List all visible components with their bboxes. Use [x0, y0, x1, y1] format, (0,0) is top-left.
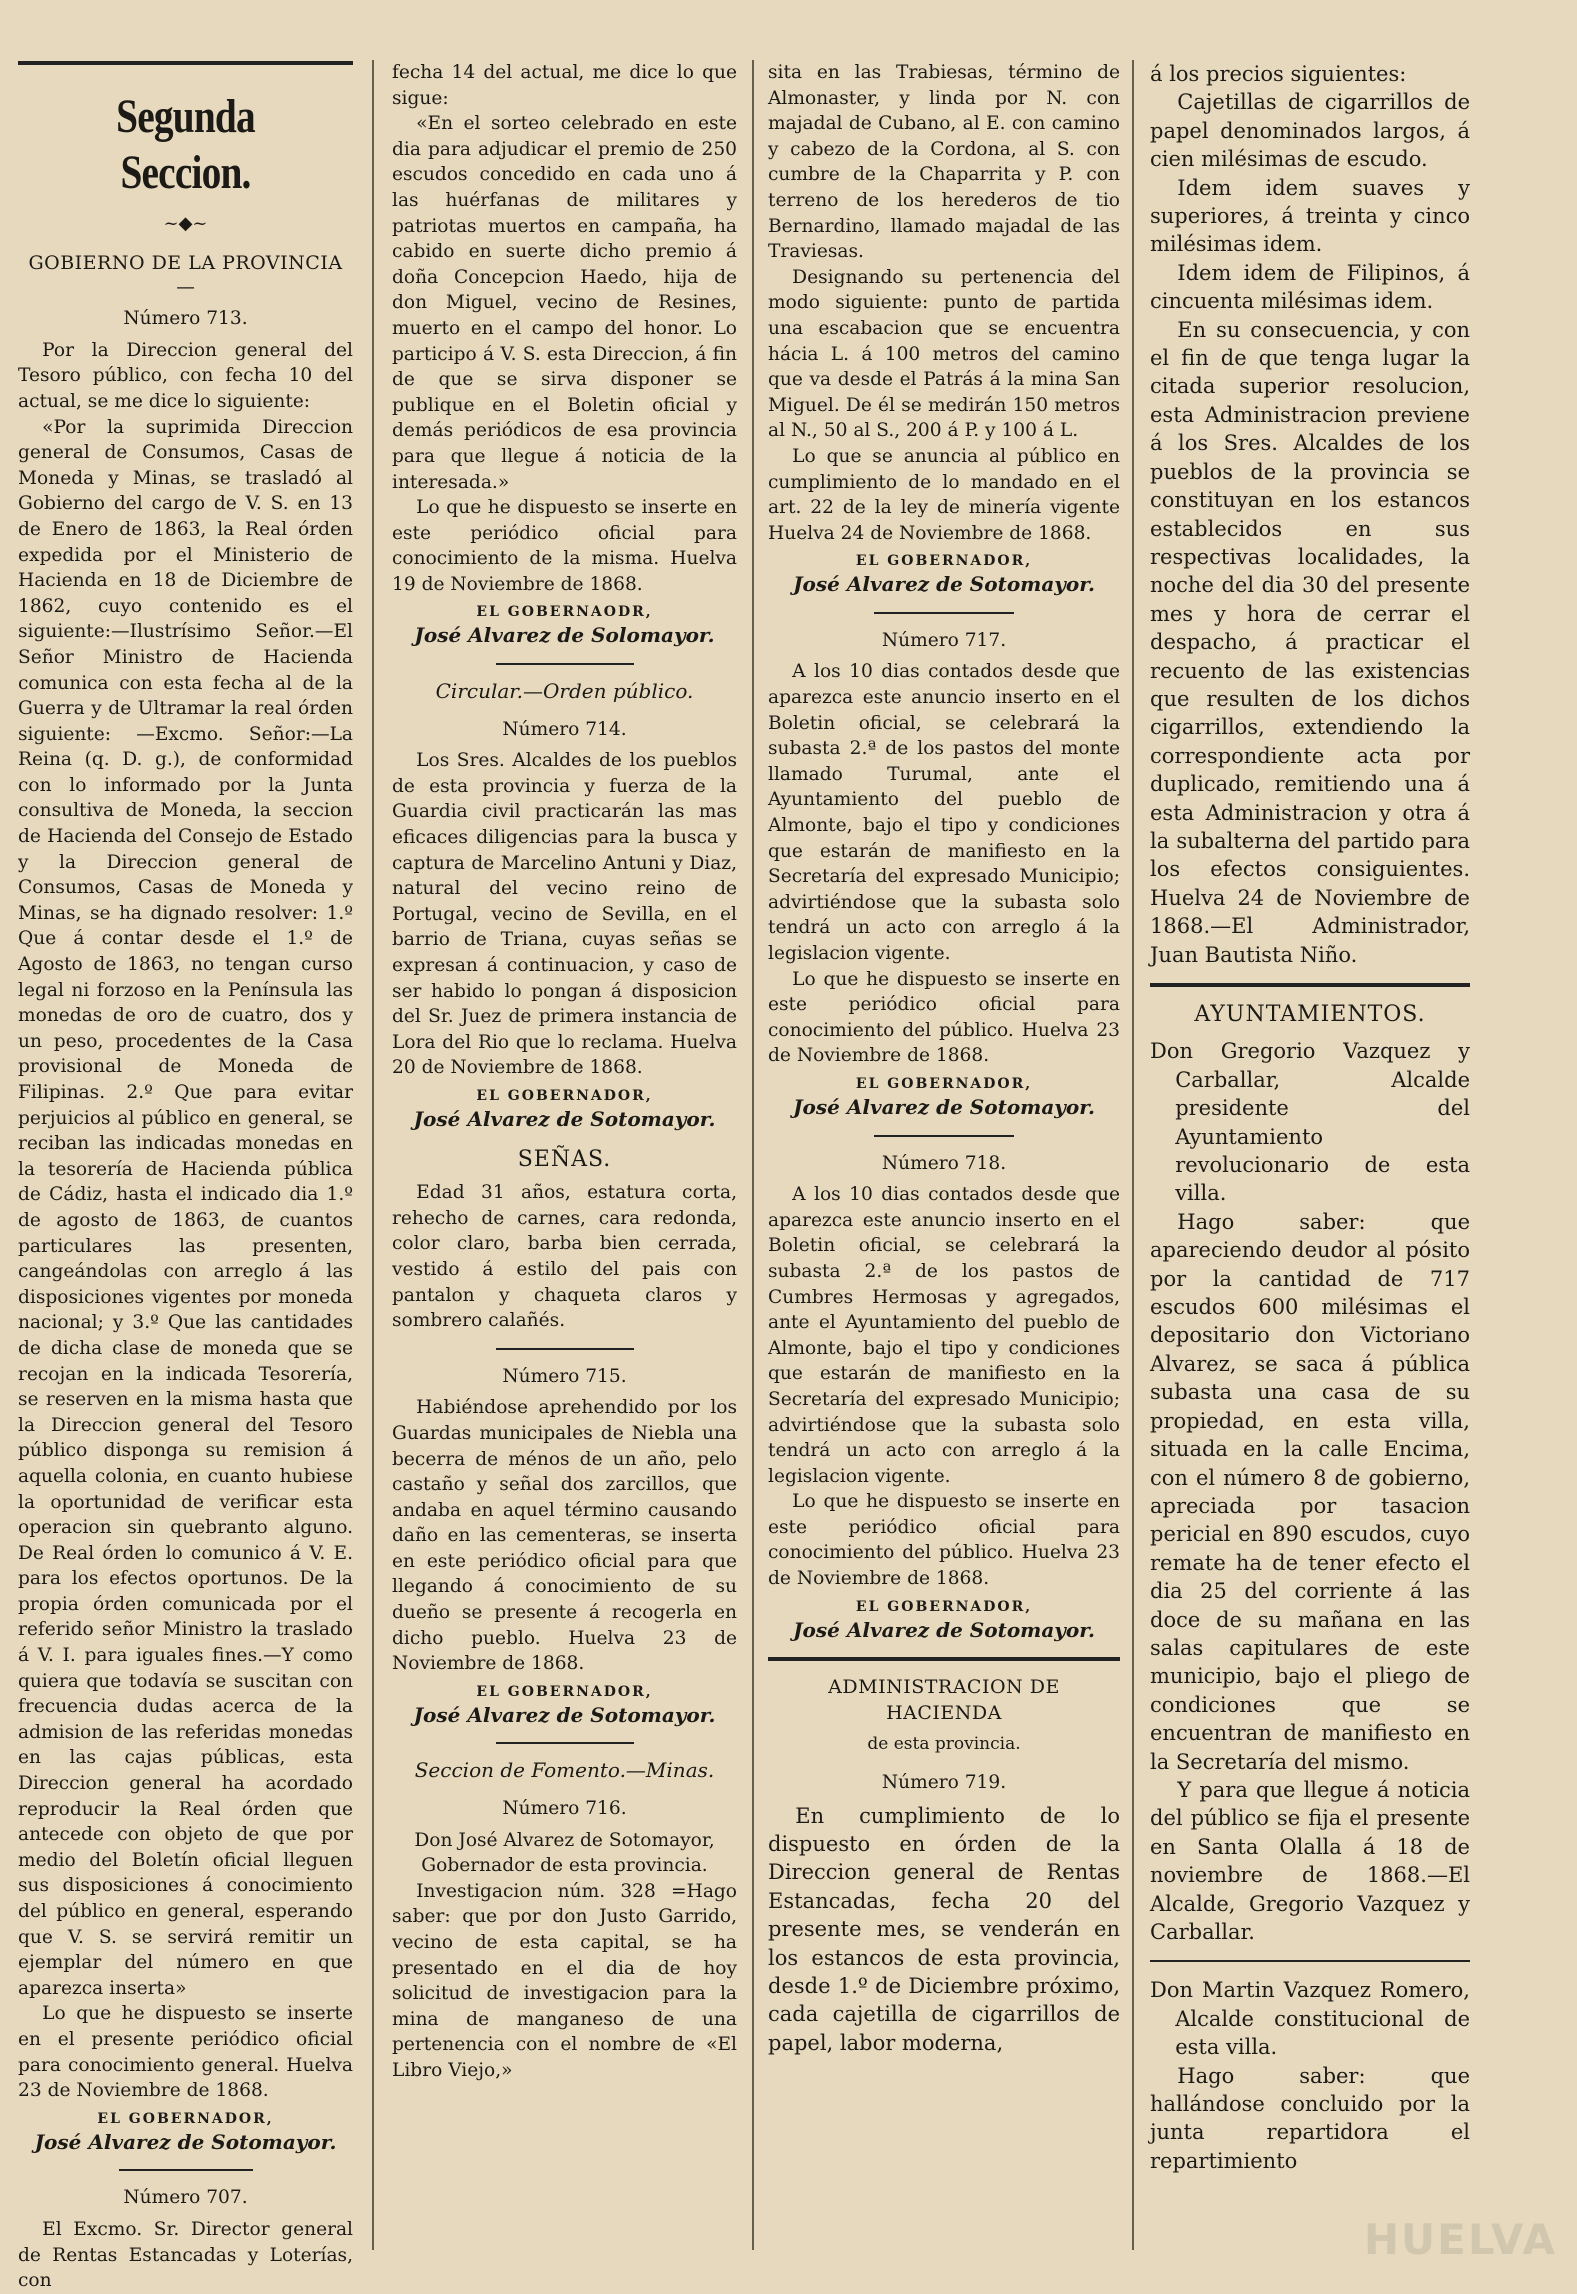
- divider: [496, 1348, 634, 1350]
- paragraph: Don Martin Vazquez Romero, Alcalde constitucional de esta villa.: [1150, 1978, 1470, 2060]
- governor-label: EL GOBERNADOR,: [476, 1087, 653, 1104]
- divider: [874, 1135, 1015, 1137]
- paragraph: Idem idem de Filipinos, á cincuenta milésimas idem.: [1150, 260, 1470, 314]
- column-rule: [372, 60, 374, 2250]
- column-rule: [752, 60, 754, 2250]
- paragraph: En cumplimiento de lo dispuesto en órden de la Direccion general de Rentas Estancadas, fecha 20 del presente mes, se venderán en los estancos de esta provincia, desde 1.º de Diciembre próximo, cada cajetilla de cigarrillos de papel, labor moderna,: [768, 1803, 1120, 2055]
- watermark-stamp: HUELVA: [1363, 2215, 1557, 2264]
- signature: José Alvarez de Sotomayor.: [34, 2129, 337, 2154]
- section-subheader: de esta provincia.: [867, 1734, 1021, 1755]
- paragraph: Por la Direccion general del Tesoro público, con fecha 10 del actual, se me dice lo siguiente:: [18, 339, 353, 412]
- paragraph: Lo que he dispuesto se inserte en este periódico oficial para conocimiento del público. Huelva 23 de Noviembre de 1868.: [768, 968, 1120, 1067]
- notice-number: Número 713.: [123, 308, 248, 330]
- dash: —: [176, 277, 195, 299]
- paragraph: Lo que se anuncia al público en cumplimiento de lo mandado en el art. 22 de la ley de minería vigente Huelva 24 de Noviembre de 1868.: [768, 445, 1120, 544]
- divider: [496, 1742, 634, 1744]
- divider: [1150, 983, 1470, 987]
- divider: [874, 612, 1015, 614]
- paragraph: Lo que he dispuesto se inserte en el presente periódico oficial para conocimiento general. Huelva 23 de Noviembre de 1868.: [18, 2003, 353, 2102]
- paragraph: Hago saber: que apareciendo deudor al pósito por la cantidad de 717 escudos 600 milésimas el depositario don Victoriano Alvarez, se saca á pública subasta una casa de su propiedad, en esta villa, situada en la calle Encima, con el número 8 de gobierno, apreciada por tasacion pericial en 890 escudos, cuyo remate ha de tener efecto el dia 25 del corriente á las doce de su mañana en las salas capitulares de este municipio, bajo el pliego de condiciones que se encuentran de manifiesto en la Secretaría del mismo.: [1150, 1209, 1470, 1774]
- paragraph: «En el sorteo celebrado en este dia para adjudicar el premio de 250 escudos concedido en cada uno á las huérfanas de militares y patriotas muertos en campaña, ha cabido en suerte dicho premio á doña Concepcion Haedo, hija de don Miguel, vecino de Resines, muerto en el campo del honor. Lo participo á V. S. esta Direccion, á fin de que se sirva disponer se publique en el Boletin oficial y demás periódicos de esa provincia para que llegue á noticia de la interesada.»: [392, 113, 737, 493]
- divider: [119, 2169, 253, 2171]
- paragraph: A los 10 dias contados desde que aparezca este anuncio inserto en el Boletin oficial, se celebrará la subasta 2.ª de los pastos de Cumbres Hermosas y agregados, ante el Ayuntamiento del pueblo de Almonte, bajo el tipo y condiciones que estarán de manifiesto en la Secretaría del expresado Municipio; advirtiéndose que la subasta solo tendrá un acto con arreglo á la legislacion vigente.: [768, 1184, 1120, 1487]
- signature: José Alvarez de Sotomayor.: [413, 1106, 716, 1131]
- paragraph: Lo que he dispuesto se inserte en este periódico oficial para conocimiento de la misma. Huelva 19 de Noviembre de 1868.: [392, 497, 737, 595]
- governor-label: EL GOBERNADOR,: [476, 1683, 653, 1700]
- paragraph: á los precios siguientes:: [1150, 62, 1407, 86]
- column-3: [768, 60, 1120, 2260]
- divider: [768, 1657, 1120, 1661]
- section-header: AYUNTAMIENTOS.: [1194, 1002, 1426, 1027]
- paragraph: Cajetillas de cigarrillos de papel denominados largos, á cien milésimas de escudo.: [1150, 90, 1470, 172]
- paragraph: Hago saber: que hallándose concluido por la junta repartidora el repartimiento: [1150, 2063, 1470, 2173]
- paragraph: Designando su pertenencia del modo siguiente: punto de partida una escabacion que se encuentra hácia L. á 100 metros del camino que va desde el Patrás á la mina San Miguel. De él se medirán 150 metros al N., 50 al S., 200 á P. y 100 á L.: [768, 266, 1120, 442]
- governor-label: EL GOBERNADOR,: [855, 553, 1033, 570]
- signature: José Alvarez de Solomayor.: [414, 623, 715, 648]
- column-rule: [1132, 60, 1134, 2250]
- paragraph: Habiéndose aprehendido por los Guardas municipales de Niebla una becerra de ménos de un año, pelo castaño y señal dos zarcillos, que andaba en aquel término causando daño en las cementeras, se inserta en este periódico oficial para que llegando á conocimiento de su dueño se presente á recogerla en dicho pueblo. Huelva 23 de Noviembre de 1868.: [392, 1397, 737, 1675]
- circular-heading: Circular.—Orden público.: [435, 679, 694, 704]
- signature: José Alvarez de Sotomayor.: [793, 1094, 1095, 1119]
- governor-label: EL GOBERNADOR,: [855, 1598, 1033, 1615]
- paragraph: En su consecuencia, y con el fin de que tenga lugar la citada superior resolucion, esta Administracion previene á los Sres. Alcaldes de los pueblos de la provincia se constituyan en los estancos establecidos en sus respectivas localidades, la noche del dia 30 del presente mes y hora de cerrar el despacho, á practicar el recuento de las existencias que resulten de los dichos cigarrillos, extendiendo la correspondiente acta por duplicado, remitiendo una á esta Administracion y otra á la subalterna del partido para los efectos consiguientes. Huelva 24 de Noviembre de 1868.—El Administrador, Juan Bautista Niño.: [1150, 317, 1470, 967]
- paragraph: Edad 31 años, estatura corta, rehecho de carnes, cara redonda, color claro, barba bien cerrada, vestido á estilo del pais con pantalon y chaqueta claros y sombrero calañés.: [392, 1182, 737, 1332]
- paragraph: El Excmo. Sr. Director general de Rentas Estancadas y Loterías, con: [18, 2218, 353, 2292]
- notice-number: Número 715.: [502, 1365, 627, 1387]
- column-4: [1150, 60, 1470, 2260]
- paragraph: Los Sres. Alcaldes de los pueblos de esta provincia y fuerza de la Guardia civil practicarán las mas eficaces diligencias para la busca y captura de Marcelino Antuni y Diaz, natural del vecino reino de Portugal, vecino de Sevilla, en el barrio de Triana, cuyas señas se expresan á continuacion, y caso de ser habido lo pongan á disposicion del Sr. Juez de primera instancia de Lora del Rio que lo reclama. Huelva 20 de Noviembre de 1868.: [392, 750, 737, 1079]
- notice-number: Número 714.: [502, 718, 627, 740]
- paragraph: Lo que he dispuesto se inserte en este periódico oficial para conocimiento del público. Huelva 23 de Noviembre de 1868.: [768, 1491, 1120, 1590]
- paragraph: fecha 14 del actual, me dice lo que sigue:: [392, 62, 737, 109]
- paragraph: Idem idem suaves y superiores, á treinta y cinco milésimas idem.: [1150, 175, 1470, 257]
- paragraph: Don José Alvarez de Sotomayor, Gobernador de esta provincia.: [414, 1829, 715, 1877]
- senas-heading: SEÑAS.: [517, 1146, 612, 1172]
- section-header: ADMINISTRACION DE HACIENDA: [828, 1676, 1060, 1724]
- section-title: Segunda Seccion.: [116, 90, 255, 199]
- top-rule: [18, 61, 353, 65]
- paragraph: Y para que llegue á noticia del público se fija el presente en Santa Olalla á 18 de noviembre de 1868.—El Alcalde, Gregorio Vazquez y Carballar.: [1150, 1777, 1470, 1944]
- notice-number: Número 719.: [881, 1772, 1007, 1794]
- paragraph: Don Gregorio Vazquez y Carballar, Alcalde presidente del Ayuntamiento revolucionario de esta villa.: [1150, 1039, 1470, 1206]
- divider: [496, 663, 634, 665]
- notice-number: Número 707.: [123, 2187, 248, 2209]
- paragraph: «Por la suprimida Direccion general de Consumos, Casas de Moneda y Minas, se trasladó al Gobierno del cargo de V. S. en 13 de Enero de 1863, la Real órden expedida por el Ministerio de Hacienda en 18 de Diciembre de 1862, cuyo contenido es el siguiente:—Ilustrísimo Señor.—El Señor Ministro de Hacienda comunica con esta fecha al de la Guerra y de Ultramar la real órden siguiente: —Excmo. Señor:—La Reina (q. D. g.), de conformidad con lo informado por la Junta consultiva de Moneda, la seccion de Hacienda del Consejo de Estado y la Direccion general de Consumos, Casas de Moneda y Minas, se ha dignado resolver: 1.º Que á contar desde el 1.º de Agosto de 1863, no tengan curso legal ni forzoso en la Península las monedas de oro de cuatro, dos y un peso, procedentes de la Casa provisional de Moneda de Filipinas. 2.º Que para evitar perjuicios al público en general, se reciban las indicadas monedas en la tesorería de Hacienda pública de Cádiz, hasta el indicado dia 1.º de agosto de 1863, de cuantos particulares las presenten, cangeándolas con arreglo á las disposiciones vigentes por moneda nacional; y 3.º Que las cantidades de dicha clase de moneda que se recojan en la indicada Tesorería, se reserven en la misma hasta que la Direccion general del Tesoro público disponga su remision á aquella colonia, en cuanto hubiese la oportunidad de verificar esta operacion sin quebranto alguno. De Real órden lo comunico á V. E. para los efectos oportunos. De la propia órden comunicada por el referido señor Ministro la traslado á V. I. para iguales fines.—Y como quiera que todavía se suscitan con frecuencia dudas acerca de la admision de las referidas monedas en las cajas públicas, esta Direccion general ha acordado reproducir la Real órden que antecede con objeto de que por medio del Boletín oficial lleguen sus disposiciones á conocimiento del público en general, esperando que V. S. se servirá remitir un ejemplar del número en que aparezca inserta»: [18, 416, 353, 1999]
- fomento-heading: Seccion de Fomento.—Minas.: [414, 1758, 715, 1783]
- column-1: [18, 55, 353, 2292]
- divider: [1150, 1960, 1470, 1962]
- section-header: GOBIERNO DE LA PROVINCIA: [28, 251, 343, 274]
- notice-number: Número 717.: [881, 629, 1007, 651]
- notice-number: Número 718.: [881, 1152, 1007, 1174]
- signature: José Alvarez de Sotomayor.: [413, 1702, 716, 1727]
- paragraph: sita en las Trabiesas, término de Almonaster, y linda por N. con majadal de Cubano, al E. con camino y cabezo de la Cordona, al S. con cumbre de la Chaparrita y P. con terreno de los herederos de tio Bernardino, llamado majadal de las Traviesas.: [768, 62, 1120, 263]
- paragraph: Investigacion núm. 328 =Hago saber: que por don Justo Garrido, vecino de esta capital, se ha presentado en el dia de hoy solicitud de investigacion para la mina de manganeso de una pertenencia con el nombre de «El Libro Viejo,»: [392, 1880, 737, 2081]
- column-2: [392, 60, 737, 2260]
- paragraph: A los 10 dias contados desde que aparezca este anuncio inserto en el Boletin oficial, se celebrará la subasta 2.ª de los pastos del monte llamado Turumal, ante el Ayuntamiento del pueblo de Almonte, bajo el tipo y condiciones que estarán de manifiesto en la Secretaría del expresado Municipio; advirtiéndose que la subasta solo tendrá un acto con arreglo á la legislacion vigente.: [768, 661, 1120, 964]
- signature: José Alvarez de Sotomayor.: [793, 1617, 1095, 1642]
- ornament: ~◆~: [163, 213, 208, 234]
- signature: José Alvarez de Sotomayor.: [793, 572, 1095, 597]
- notice-number: Número 716.: [502, 1798, 627, 1820]
- governor-label: EL GOBERNAODR,: [476, 604, 653, 621]
- governor-label: EL GOBERNADOR,: [97, 2110, 274, 2127]
- governor-label: EL GOBERNADOR,: [855, 1075, 1033, 1092]
